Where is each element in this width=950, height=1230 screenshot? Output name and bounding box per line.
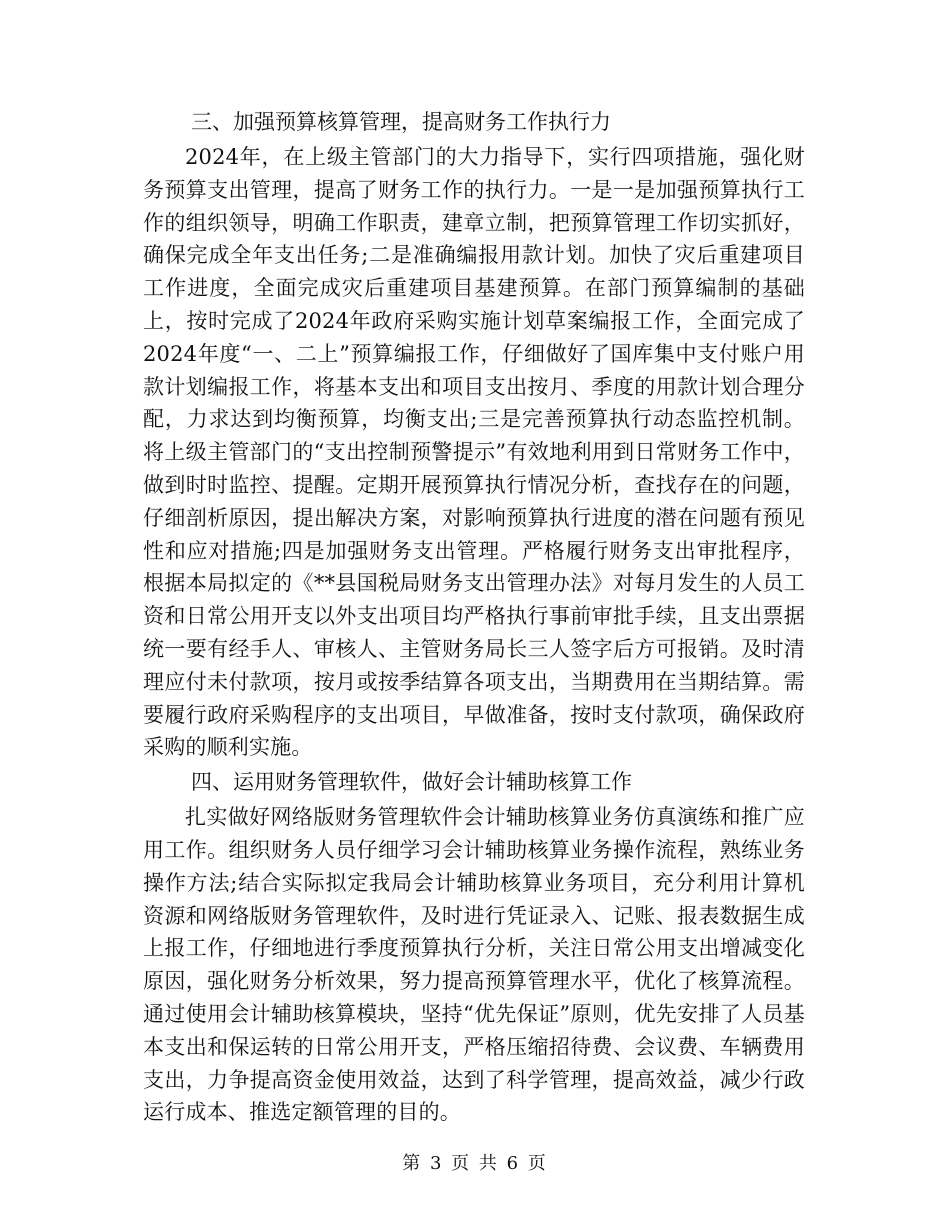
section-paragraph: 2024年，在上级主管部门的大力指导下，实行四项措施，强化财务预算支出管理，提高了财务工作的执行力。一是一是加强预算执行工作的组织领导，明确工作职责，建章立制，把预算管理工作切实抓好，确保完成全年支出任务;二是准确编报用款计划。加快了灾后重建项目工作进度，全面完成灾后重建项目基建预算。在部门预算编制的基础上，按时完成了2024年政府采购实施计划草案编报工作，全面完成了2024年度“一、二上”预算编报工作，仔细做好了国库集中支付账户用款计划编报工作，将基本支出和项目支出按月、季度的用款计划合理分配，力求达到均衡预算，均衡支出;三是完善预算执行动态监控机制。将上级主管部门的“支出控制预警提示”有效地利用到日常财务工作中，做到时时监控、提醒。定期开展预算执行情况分析，查找存在的问题，仔细剖析原因，提出解决方案，对影响预算执行进度的潜在问题有预见性和应对措施;四是加强财务支出管理。严格履行财务支出审批程序，根据本局拟定的《**县国税局财务支出管理办法》对每月发生的人员工资和日常公用开支以外支出项目均严格执行事前审批手续，且支出票据统一要有经手人、审核人、主管财务局长三人签字后方可报销。及时清理应付未付款项，按月或按季结算各项支出，当期费用在当期结算。需要履行政府采购程序的支出项目，早做准备，按时支付款项，确保政府采购的顺利实施。 (143, 145, 805, 760)
section-finance-software (143, 764, 805, 1129)
page-footer: 第 3 页 共 6 页 (402, 1153, 548, 1174)
document-body (143, 104, 805, 1129)
section-heading: 三、加强预算核算管理，提高财务工作执行力 (191, 110, 611, 134)
section-paragraph: 扎实做好网络版财务管理软件会计辅助核算业务仿真演练和推广应用工作。组织财务人员仔细学习会计辅助核算业务操作流程，熟练业务操作方法;结合实际拟定我局会计辅助核算业务项目，充分利用计算机资源和网络版财务管理软件，及时进行凭证录入、记账、报表数据生成上报工作，仔细地进行季度预算执行分析，关注日常公用支出增减变化原因，强化财务分析效果，努力提高预算管理水平，优化了核算流程。通过使用会计辅助核算模块，坚持“优先保证”原则，优先安排了人员基本支出和保运转的日常公用开支，严格压缩招待费、会议费、车辆费用支出，力争提高资金使用效益，达到了科学管理，提高效益，减少行政运行成本、推选定额管理的目的。 (143, 805, 805, 1125)
section-heading: 四、运用财务管理软件，做好会计辅助核算工作 (191, 770, 632, 795)
section-budget-management (143, 104, 805, 764)
